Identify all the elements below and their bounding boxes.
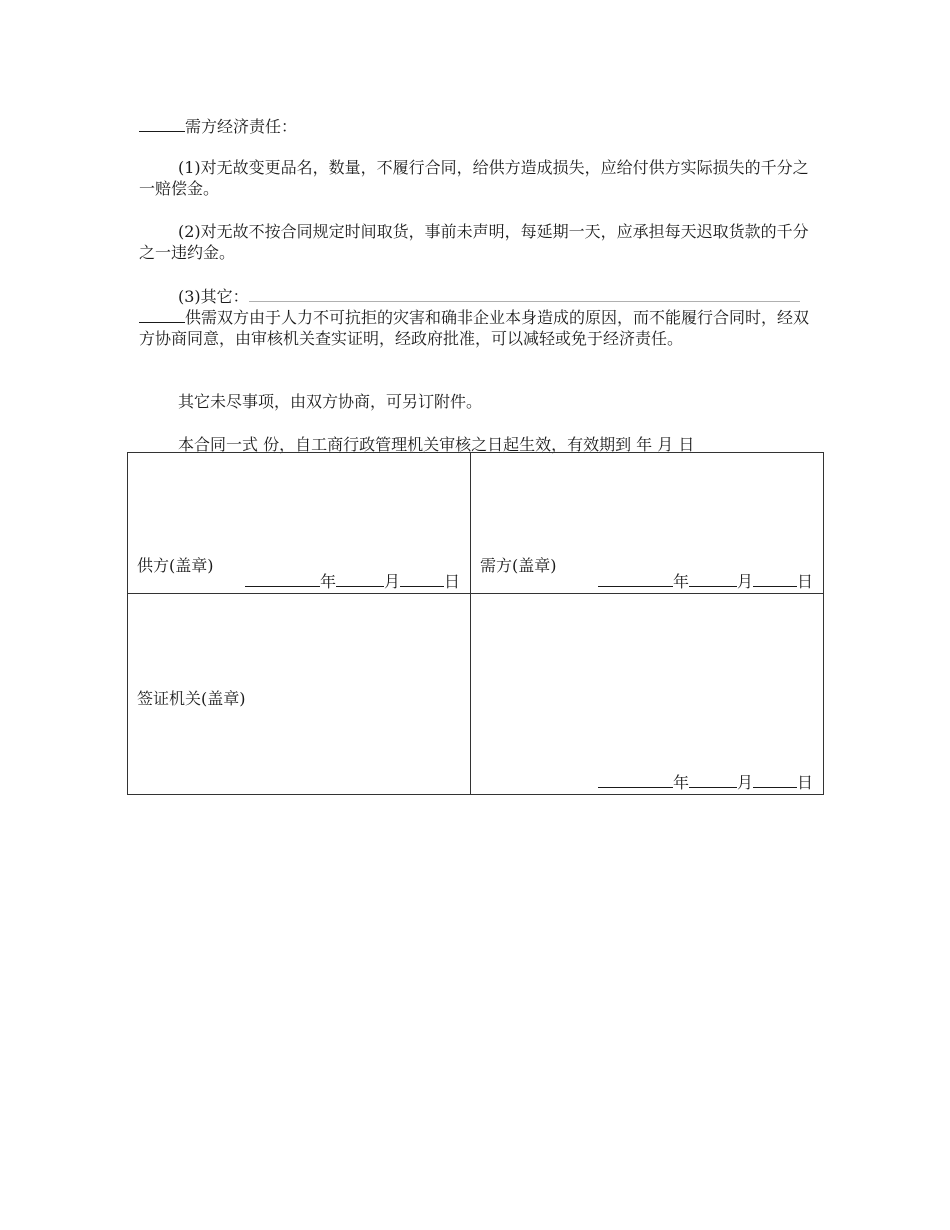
supplier-label: 供方(盖章) — [137, 556, 214, 575]
supplier-date — [245, 572, 460, 591]
certifier-cell — [128, 594, 471, 795]
month-label: 月 — [383, 572, 400, 591]
blank-line — [139, 116, 185, 132]
buyer-label: 需方(盖章) — [480, 556, 557, 575]
certifier-date-cell — [471, 594, 824, 795]
buyer-date — [598, 572, 813, 591]
section-heading — [139, 116, 811, 137]
clause-1: (1)对无故变更品名，数量，不履行合同，给供方造成损失，应给付供方实际损失的千分之一赔偿金。 — [139, 158, 809, 198]
validity-clause: 本合同一式 份，自工商行政管理机关审核之日起生效，有效期到 年 月 日 — [178, 435, 695, 454]
clause-2: (2)对无故不按合同规定时间取货，事前未声明，每延期一天，应承担每天迟取货款的千分之一违约金。 — [139, 222, 809, 262]
blank-line — [249, 286, 800, 302]
supplier-cell — [128, 453, 471, 594]
clause-3 — [139, 286, 811, 307]
month-label: 月 — [736, 773, 753, 792]
certifier-label: 签证机关(盖章) — [137, 689, 246, 708]
clause-3-label: (3)其它： — [178, 287, 249, 306]
certifier-date — [598, 773, 813, 792]
buyer-cell — [471, 453, 824, 594]
day-label: 日 — [796, 572, 813, 591]
day-label: 日 — [796, 773, 813, 792]
force-majeure-text: 供需双方由于人力不可抗拒的灾害和确非企业本身造成的原因，而不能履行合同时，经双方协商同意，由审核机关查实证明，经政府批准，可以减轻或免于经济责任。 — [139, 308, 810, 348]
section-heading-text: 需方经济责任： — [185, 117, 298, 136]
other-matters: 其它未尽事项，由双方协商，可另订附件。 — [178, 392, 483, 411]
force-majeure-clause — [139, 307, 811, 349]
year-label: 年 — [319, 572, 336, 591]
month-label: 月 — [736, 572, 753, 591]
day-label: 日 — [443, 572, 460, 591]
year-label: 年 — [672, 773, 689, 792]
year-label: 年 — [672, 572, 689, 591]
signature-table — [127, 452, 824, 795]
blank-line — [139, 307, 185, 323]
